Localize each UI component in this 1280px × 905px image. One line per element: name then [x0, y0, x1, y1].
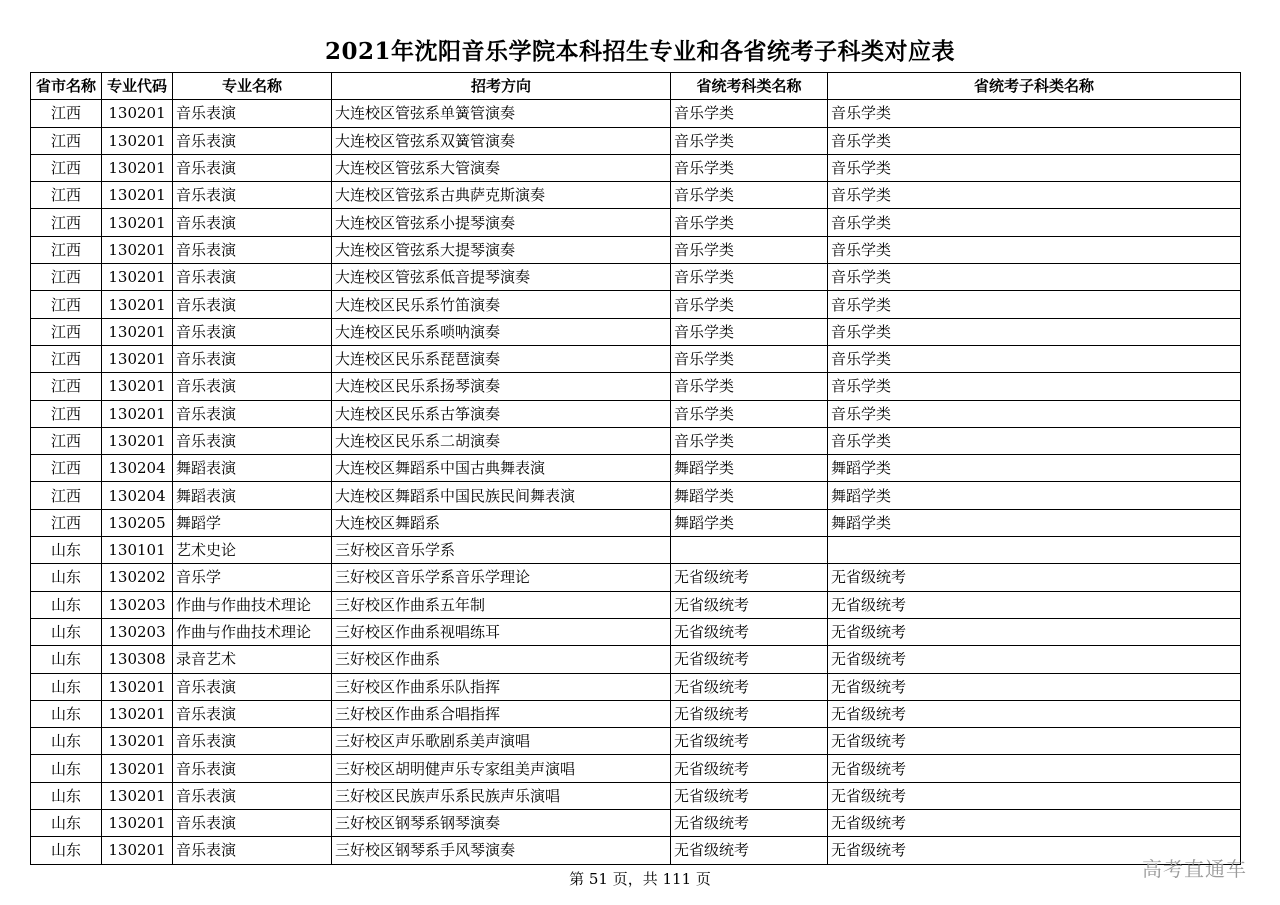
cell-category: 无省级统考 [671, 755, 828, 782]
table-row [31, 236, 1241, 263]
cell-code: 130204 [102, 455, 173, 482]
cell-code: 130203 [102, 591, 173, 618]
cell-direction: 大连校区管弦系单簧管演奏 [332, 100, 671, 127]
cell-direction: 大连校区民乐系二胡演奏 [332, 427, 671, 454]
cell-direction: 三好校区作曲系五年制 [332, 591, 671, 618]
table-row [31, 100, 1241, 127]
table-row [31, 837, 1241, 864]
cell-major: 音乐表演 [173, 264, 332, 291]
cell-province: 江西 [31, 373, 102, 400]
cell-subcategory: 音乐学类 [828, 264, 1241, 291]
cell-province: 江西 [31, 427, 102, 454]
cell-category: 舞蹈学类 [671, 482, 828, 509]
cell-code: 130201 [102, 154, 173, 181]
cell-code: 130203 [102, 618, 173, 645]
cell-subcategory: 音乐学类 [828, 182, 1241, 209]
cell-category: 音乐学类 [671, 236, 828, 263]
cell-code: 130202 [102, 564, 173, 591]
cell-province: 山东 [31, 755, 102, 782]
cell-direction: 三好校区民族声乐系民族声乐演唱 [332, 782, 671, 809]
cell-province: 江西 [31, 127, 102, 154]
cell-category: 舞蹈学类 [671, 509, 828, 536]
cell-province: 江西 [31, 482, 102, 509]
table-row [31, 455, 1241, 482]
table-row [31, 728, 1241, 755]
cell-code: 130201 [102, 400, 173, 427]
cell-major: 音乐表演 [173, 209, 332, 236]
cell-code: 130201 [102, 291, 173, 318]
table-header [31, 73, 1241, 100]
cell-province: 山东 [31, 618, 102, 645]
header-province: 省市名称 [31, 73, 102, 100]
cell-category: 音乐学类 [671, 400, 828, 427]
cell-major: 音乐表演 [173, 236, 332, 263]
cell-major: 艺术史论 [173, 537, 332, 564]
cell-subcategory: 音乐学类 [828, 291, 1241, 318]
cell-direction: 大连校区管弦系大管演奏 [332, 154, 671, 181]
cell-subcategory: 无省级统考 [828, 700, 1241, 727]
cell-major: 舞蹈表演 [173, 455, 332, 482]
cell-subcategory: 音乐学类 [828, 400, 1241, 427]
table-row [31, 345, 1241, 372]
cell-major: 作曲与作曲技术理论 [173, 591, 332, 618]
cell-province: 江西 [31, 509, 102, 536]
cell-category: 音乐学类 [671, 264, 828, 291]
cell-code: 130201 [102, 236, 173, 263]
cell-code: 130205 [102, 509, 173, 536]
cell-category: 无省级统考 [671, 782, 828, 809]
cell-category: 无省级统考 [671, 591, 828, 618]
cell-major: 舞蹈表演 [173, 482, 332, 509]
cell-code: 130201 [102, 837, 173, 864]
cell-category: 音乐学类 [671, 154, 828, 181]
cell-code: 130204 [102, 482, 173, 509]
cell-direction: 三好校区声乐歌剧系美声演唱 [332, 728, 671, 755]
cell-major: 音乐表演 [173, 127, 332, 154]
table-row [31, 591, 1241, 618]
cell-direction: 三好校区胡明健声乐专家组美声演唱 [332, 755, 671, 782]
page-title: 2021年沈阳音乐学院本科招生专业和各省统考子科类对应表 [324, 38, 955, 65]
cell-direction: 大连校区管弦系大提琴演奏 [332, 236, 671, 263]
cell-subcategory: 无省级统考 [828, 782, 1241, 809]
cell-category: 音乐学类 [671, 318, 828, 345]
cell-province: 江西 [31, 400, 102, 427]
table-row [31, 537, 1241, 564]
cell-subcategory: 音乐学类 [828, 154, 1241, 181]
table-row [31, 127, 1241, 154]
cell-subcategory: 无省级统考 [828, 673, 1241, 700]
cell-code: 130308 [102, 646, 173, 673]
table-row [31, 755, 1241, 782]
cell-category: 音乐学类 [671, 373, 828, 400]
cell-code: 130201 [102, 728, 173, 755]
cell-direction: 大连校区舞蹈系 [332, 509, 671, 536]
cell-category: 音乐学类 [671, 100, 828, 127]
cell-major: 音乐表演 [173, 318, 332, 345]
header-code: 专业代码 [102, 73, 173, 100]
cell-subcategory: 无省级统考 [828, 728, 1241, 755]
cell-category [671, 537, 828, 564]
cell-subcategory: 无省级统考 [828, 810, 1241, 837]
cell-code: 130201 [102, 127, 173, 154]
cell-province: 江西 [31, 318, 102, 345]
table-row [31, 482, 1241, 509]
table-row [31, 564, 1241, 591]
cell-direction: 三好校区钢琴系手风琴演奏 [332, 837, 671, 864]
cell-subcategory: 音乐学类 [828, 209, 1241, 236]
header-direction: 招考方向 [332, 73, 671, 100]
cell-subcategory [828, 537, 1241, 564]
cell-major: 音乐表演 [173, 782, 332, 809]
cell-province: 山东 [31, 728, 102, 755]
cell-province: 山东 [31, 810, 102, 837]
cell-subcategory: 无省级统考 [828, 591, 1241, 618]
cell-subcategory: 音乐学类 [828, 236, 1241, 263]
watermark-text: 高考直通车 [1142, 857, 1247, 881]
cell-direction: 三好校区钢琴系钢琴演奏 [332, 810, 671, 837]
header-category: 省统考科类名称 [671, 73, 828, 100]
cell-subcategory: 音乐学类 [828, 345, 1241, 372]
cell-code: 130201 [102, 427, 173, 454]
cell-subcategory: 无省级统考 [828, 618, 1241, 645]
cell-direction: 大连校区管弦系古典萨克斯演奏 [332, 182, 671, 209]
cell-category: 音乐学类 [671, 209, 828, 236]
cell-category: 舞蹈学类 [671, 455, 828, 482]
cell-province: 江西 [31, 264, 102, 291]
cell-direction: 大连校区管弦系双簧管演奏 [332, 127, 671, 154]
cell-code: 130201 [102, 264, 173, 291]
cell-direction: 三好校区作曲系乐队指挥 [332, 673, 671, 700]
table-row [31, 318, 1241, 345]
cell-direction: 三好校区音乐学系 [332, 537, 671, 564]
cell-category: 音乐学类 [671, 345, 828, 372]
cell-major: 录音艺术 [173, 646, 332, 673]
cell-code: 130201 [102, 345, 173, 372]
cell-major: 音乐表演 [173, 373, 332, 400]
cell-major: 音乐表演 [173, 345, 332, 372]
page-number-footer: 第 51 页，共 111 页 [569, 870, 711, 888]
cell-subcategory: 音乐学类 [828, 100, 1241, 127]
cell-category: 无省级统考 [671, 700, 828, 727]
cell-direction: 大连校区民乐系竹笛演奏 [332, 291, 671, 318]
cell-major: 音乐表演 [173, 154, 332, 181]
cell-category: 无省级统考 [671, 728, 828, 755]
cell-subcategory: 音乐学类 [828, 318, 1241, 345]
cell-subcategory: 无省级统考 [828, 564, 1241, 591]
cell-direction: 大连校区民乐系古筝演奏 [332, 400, 671, 427]
table-row [31, 209, 1241, 236]
cell-subcategory: 舞蹈学类 [828, 455, 1241, 482]
cell-province: 江西 [31, 455, 102, 482]
cell-major: 音乐学 [173, 564, 332, 591]
cell-code: 130201 [102, 100, 173, 127]
cell-subcategory: 舞蹈学类 [828, 509, 1241, 536]
cell-province: 山东 [31, 673, 102, 700]
header-row [31, 73, 1241, 100]
cell-subcategory: 无省级统考 [828, 755, 1241, 782]
header-subcategory: 省统考子科类名称 [828, 73, 1241, 100]
cell-subcategory: 音乐学类 [828, 373, 1241, 400]
cell-direction: 三好校区作曲系视唱练耳 [332, 618, 671, 645]
admission-table [30, 72, 1241, 865]
table-row [31, 182, 1241, 209]
cell-code: 130201 [102, 373, 173, 400]
cell-province: 山东 [31, 646, 102, 673]
cell-province: 江西 [31, 209, 102, 236]
cell-direction: 三好校区音乐学系音乐学理论 [332, 564, 671, 591]
table-row [31, 782, 1241, 809]
header-major: 专业名称 [173, 73, 332, 100]
table-row [31, 291, 1241, 318]
cell-province: 山东 [31, 564, 102, 591]
cell-major: 音乐表演 [173, 728, 332, 755]
cell-direction: 大连校区民乐系扬琴演奏 [332, 373, 671, 400]
cell-direction: 三好校区作曲系合唱指挥 [332, 700, 671, 727]
cell-code: 130101 [102, 537, 173, 564]
cell-major: 音乐表演 [173, 810, 332, 837]
cell-category: 无省级统考 [671, 646, 828, 673]
cell-province: 江西 [31, 182, 102, 209]
cell-subcategory: 无省级统考 [828, 837, 1241, 864]
cell-code: 130201 [102, 782, 173, 809]
cell-major: 音乐表演 [173, 700, 332, 727]
cell-direction: 三好校区作曲系 [332, 646, 671, 673]
cell-province: 山东 [31, 837, 102, 864]
table-row [31, 673, 1241, 700]
cell-subcategory: 音乐学类 [828, 427, 1241, 454]
table-row [31, 373, 1241, 400]
cell-direction: 大连校区管弦系低音提琴演奏 [332, 264, 671, 291]
cell-province: 江西 [31, 291, 102, 318]
cell-province: 江西 [31, 100, 102, 127]
cell-category: 音乐学类 [671, 291, 828, 318]
table-row [31, 646, 1241, 673]
table-row [31, 264, 1241, 291]
cell-code: 130201 [102, 673, 173, 700]
cell-direction: 大连校区民乐系唢呐演奏 [332, 318, 671, 345]
cell-code: 130201 [102, 700, 173, 727]
cell-major: 音乐表演 [173, 755, 332, 782]
cell-major: 音乐表演 [173, 837, 332, 864]
cell-category: 无省级统考 [671, 810, 828, 837]
cell-major: 音乐表演 [173, 400, 332, 427]
table-row [31, 700, 1241, 727]
cell-code: 130201 [102, 810, 173, 837]
cell-subcategory: 音乐学类 [828, 127, 1241, 154]
table-body [31, 100, 1241, 864]
cell-category: 音乐学类 [671, 182, 828, 209]
cell-major: 音乐表演 [173, 100, 332, 127]
cell-direction: 大连校区舞蹈系中国古典舞表演 [332, 455, 671, 482]
table-row [31, 810, 1241, 837]
cell-major: 舞蹈学 [173, 509, 332, 536]
cell-province: 山东 [31, 537, 102, 564]
table-row [31, 509, 1241, 536]
cell-category: 无省级统考 [671, 673, 828, 700]
cell-category: 音乐学类 [671, 427, 828, 454]
cell-province: 山东 [31, 700, 102, 727]
cell-province: 山东 [31, 782, 102, 809]
cell-direction: 大连校区管弦系小提琴演奏 [332, 209, 671, 236]
cell-major: 音乐表演 [173, 182, 332, 209]
cell-category: 音乐学类 [671, 127, 828, 154]
cell-major: 音乐表演 [173, 291, 332, 318]
cell-code: 130201 [102, 755, 173, 782]
table-row [31, 400, 1241, 427]
cell-province: 江西 [31, 236, 102, 263]
table-row [31, 154, 1241, 181]
cell-major: 作曲与作曲技术理论 [173, 618, 332, 645]
cell-code: 130201 [102, 182, 173, 209]
table-row [31, 427, 1241, 454]
cell-major: 音乐表演 [173, 427, 332, 454]
cell-subcategory: 舞蹈学类 [828, 482, 1241, 509]
cell-subcategory: 无省级统考 [828, 646, 1241, 673]
cell-code: 130201 [102, 209, 173, 236]
cell-province: 江西 [31, 154, 102, 181]
cell-category: 无省级统考 [671, 837, 828, 864]
cell-code: 130201 [102, 318, 173, 345]
cell-direction: 大连校区舞蹈系中国民族民间舞表演 [332, 482, 671, 509]
cell-province: 江西 [31, 345, 102, 372]
cell-major: 音乐表演 [173, 673, 332, 700]
cell-category: 无省级统考 [671, 564, 828, 591]
cell-province: 山东 [31, 591, 102, 618]
cell-direction: 大连校区民乐系琵琶演奏 [332, 345, 671, 372]
table-row [31, 618, 1241, 645]
cell-category: 无省级统考 [671, 618, 828, 645]
